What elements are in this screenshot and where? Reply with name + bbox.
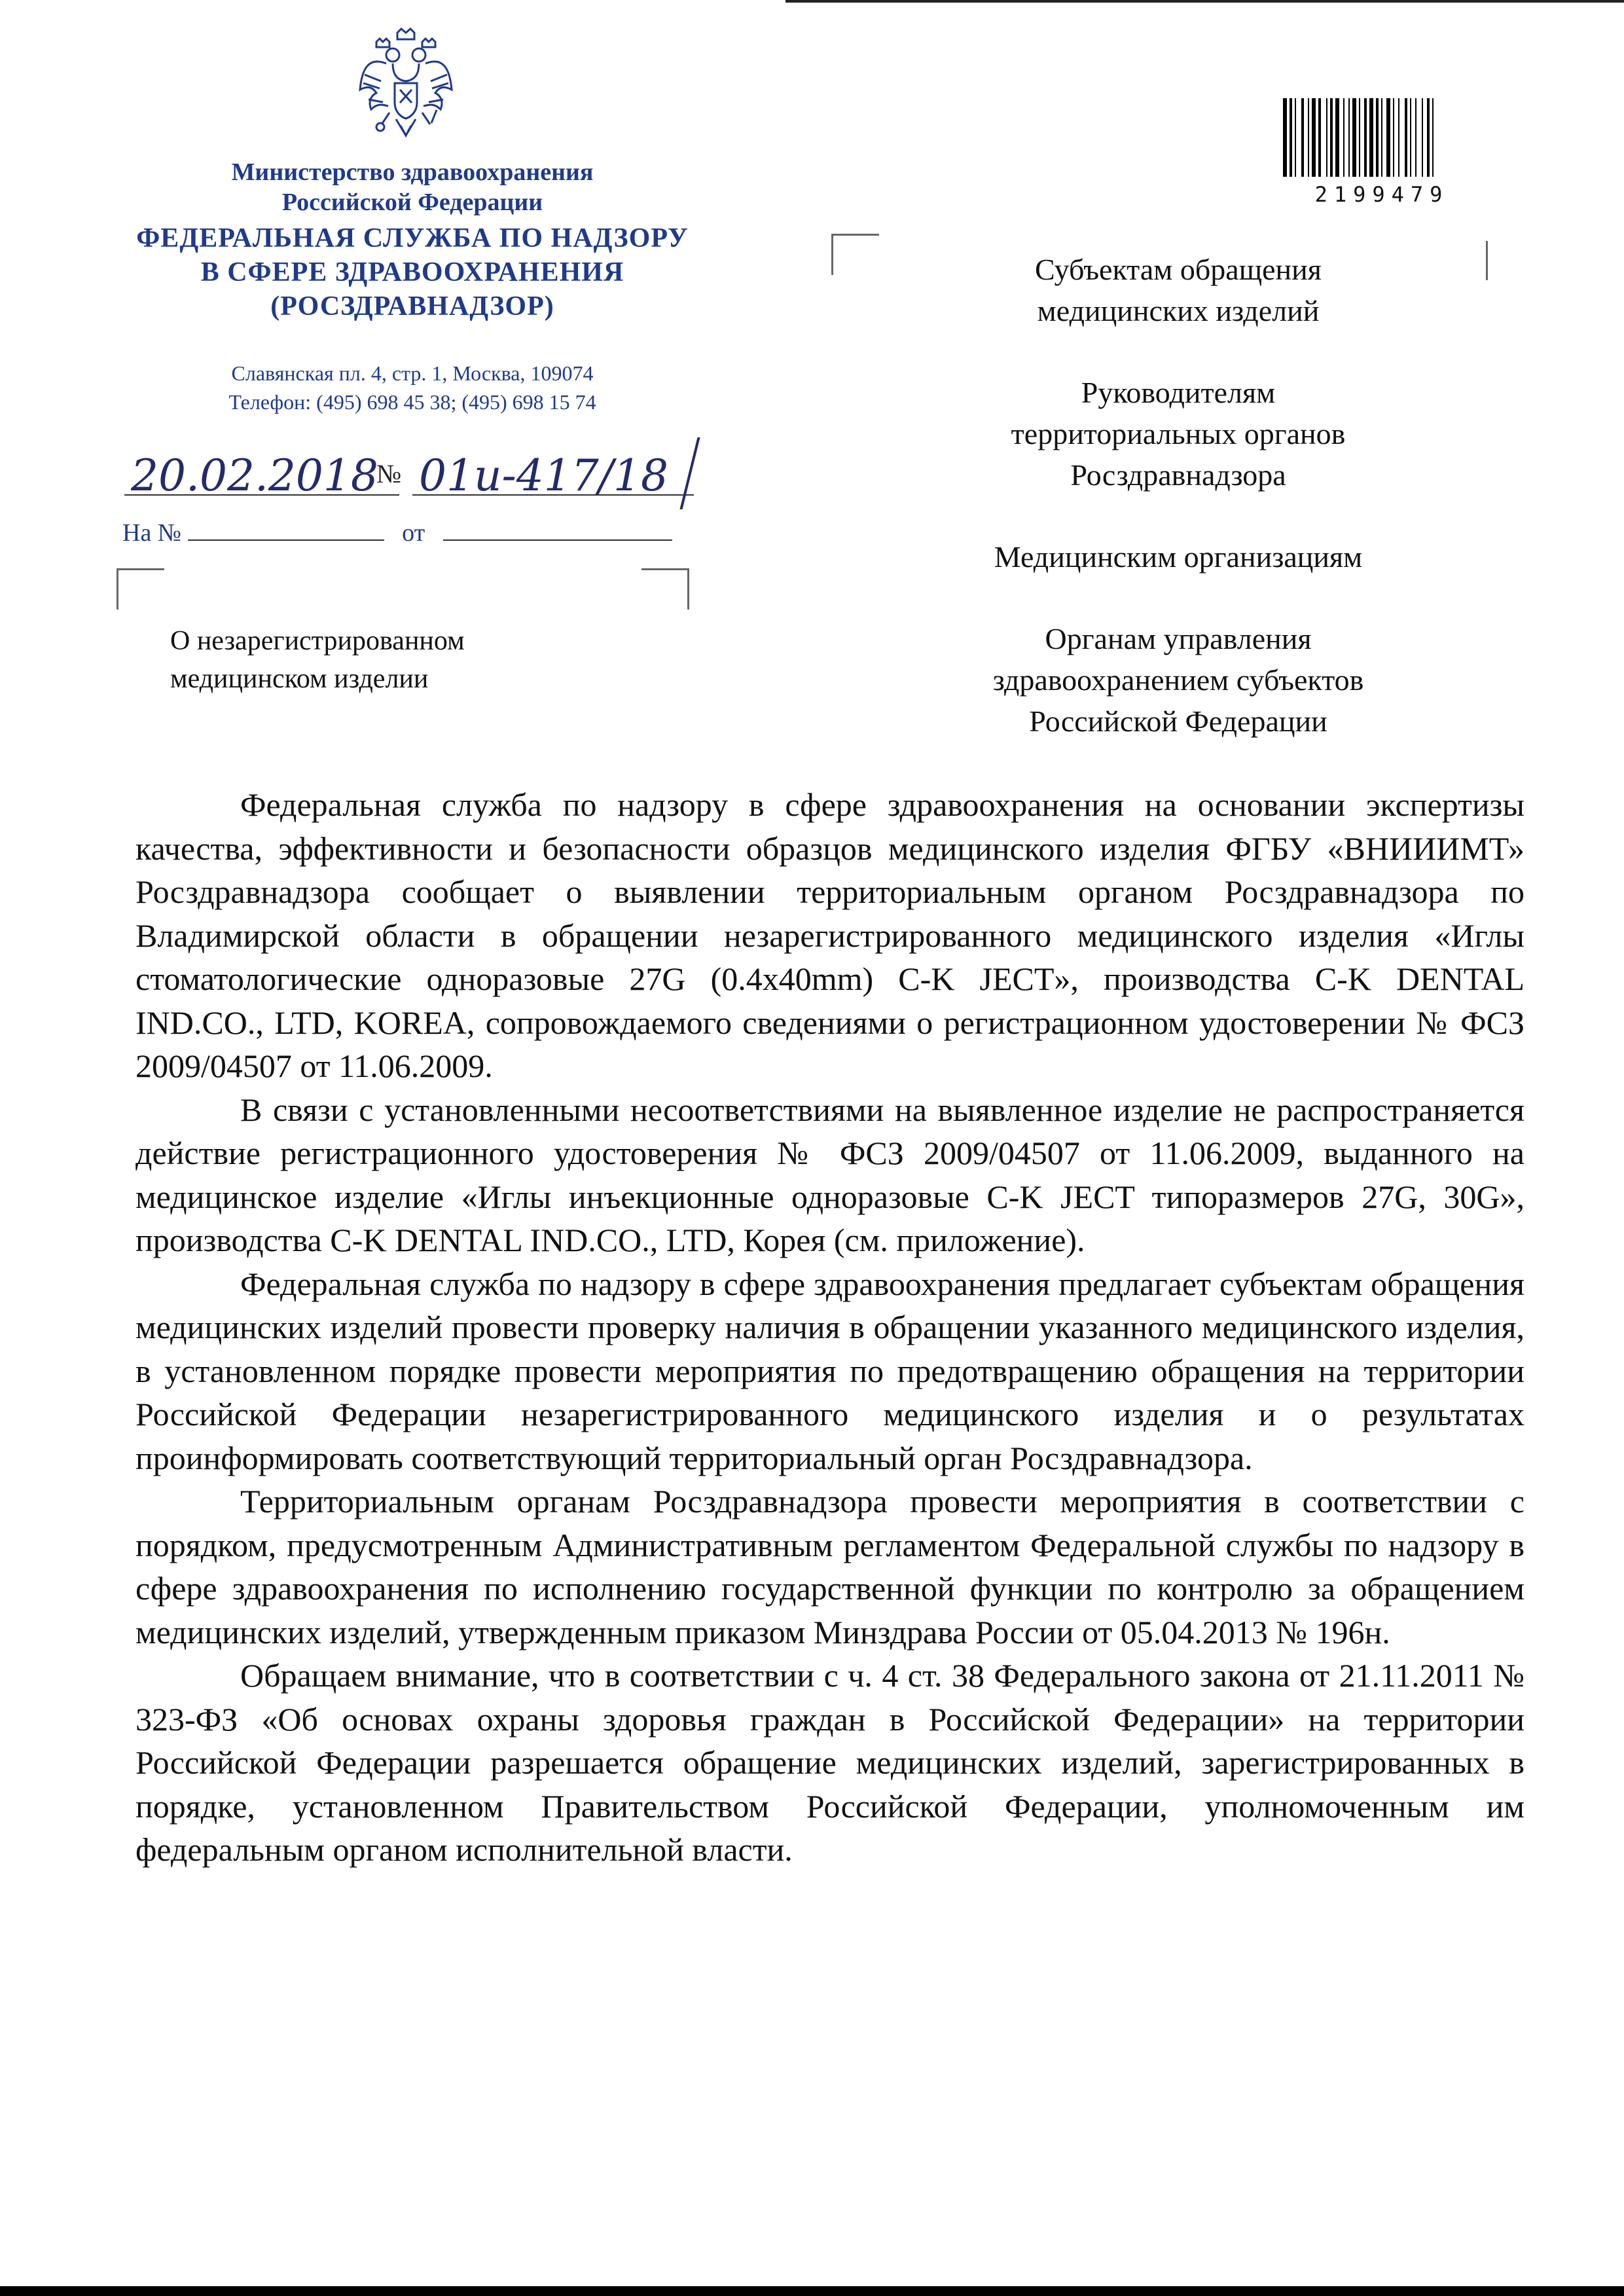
barcode-bar [1326, 98, 1327, 177]
barcode-bar [1359, 98, 1360, 177]
barcode-bar [1290, 98, 1292, 177]
barcode-bar [1352, 98, 1356, 177]
barcode-bar [1415, 98, 1416, 177]
number-sign: № [376, 459, 402, 488]
barcode [1283, 98, 1481, 177]
addressees [916, 249, 1440, 782]
from-label: от [402, 519, 425, 547]
barcode-bar [1422, 98, 1423, 177]
body-paragraph: Федеральная служба по надзору в сфере здравоохранения на основании экспертизы качества, эффективности и безопасности образцов медицинского изделия ФГБУ «ВНИИИМТ» Росздравнадзора сообщает о выявлении территориальным органом Росздравнадзора по Владимирской области в обращении незарегистрированного медицинского изделия «Иглы стоматологические одноразовые 27G (0.4x40mm) C-K JECT», производства C-K DENTAL IND.CO., LTD, KOREA, сопровождаемого сведениями о регистрационном удостоверении № ФСЗ 2009/04507 от 11.06.2009. [135, 786, 1525, 1084]
barcode-bar [1283, 98, 1287, 177]
phone-line: Телефон: (495) 698 45 38; (495) 698 15 74 [228, 390, 596, 414]
reply-reference [122, 516, 672, 547]
russian-coat-of-arms-icon [357, 27, 455, 142]
addressee-block [916, 372, 1440, 496]
corner-bracket [117, 568, 164, 610]
addressee-line: территориальных органов [1011, 417, 1346, 450]
barcode-bar [1410, 98, 1411, 177]
body-paragraph: Федеральная служба по надзору в сфере здравоохранения предлагает субъектам обращения медицинских изделий провести проверку наличия в обращении указанного медицинского изделия, в установленном порядке провести мероприятия по предотвращению обращения на территории Российской Федерации незарегистрированного медицинского изделия и о результатах проинформировать соответствующий территориальный орган Росздравнадзора. [135, 1265, 1525, 1476]
letter-body [135, 783, 1525, 1872]
subject-line: О незарегистрированном [170, 626, 465, 656]
barcode-bar [1405, 98, 1407, 177]
ministry-line: Российской Федерации [281, 189, 543, 216]
corner-bracket [1466, 241, 1488, 280]
service-line: ФЕДЕРАЛЬНАЯ СЛУЖБА ПО НАДЗОРУ [136, 223, 689, 253]
service-line: В СФЕРЕ ЗДРАВООХРАНЕНИЯ [200, 257, 624, 287]
registration-date: 20.02.2018 [131, 450, 378, 501]
corner-bracket [641, 568, 689, 610]
addressee-block [916, 249, 1440, 331]
scan-edge-bottom [0, 2286, 1624, 2296]
addressee-line: Органам управления [1045, 622, 1312, 655]
body-paragraph: В связи с установленными несоответствиями на выявленное изделие не распространяется действие регистрационного удостоверения № ФСЗ 2009/04507 от 11.06.2009, выданного на медицинское изделие «Иглы инъекционные одноразовые C-K JECT типоразмеров 27G, 30G», производства C-K DENTAL IND.CO., LTD, Корея (см. приложение). [135, 1091, 1525, 1258]
barcode-bar [1295, 98, 1296, 177]
service-line: (РОСЗДРАВНАДЗОР) [270, 291, 554, 321]
addressee-line: Субъектам обращения [1035, 253, 1322, 286]
registration-number: 01и-417/18 [419, 450, 668, 501]
addressee-line: Российской Федерации [1029, 704, 1327, 738]
ministry-line: Министерство здравоохранения [231, 158, 594, 186]
addressee-block [916, 618, 1440, 742]
addressee-line: Руководителям [1081, 376, 1276, 409]
service-name [98, 221, 727, 323]
barcode-bar [1308, 98, 1309, 177]
barcode-bar [1301, 98, 1304, 177]
barcode-bar [1369, 98, 1373, 177]
barcode-bar [1335, 98, 1339, 177]
barcode-bar [1393, 98, 1394, 177]
corner-bracket [831, 234, 879, 275]
addressee-block [916, 536, 1440, 577]
scan-edge-top [785, 0, 1624, 3]
addressee-line: медицинских изделий [1037, 294, 1320, 327]
addressee-line: здравоохранением субъектов [992, 663, 1364, 697]
ministry-name [164, 157, 661, 217]
barcode-bar [1364, 98, 1367, 177]
subject-line: медицинском изделии [170, 664, 429, 694]
addressee-line: Росздравнадзора [1070, 458, 1286, 492]
barcode-bar [1381, 98, 1382, 177]
barcode-bar [1386, 98, 1390, 177]
barcode-bar [1312, 98, 1316, 177]
letter-subject [170, 622, 694, 698]
barcode-number: 2199479 [1314, 182, 1449, 207]
barcode-bar [1330, 98, 1333, 177]
barcode-bar [1348, 98, 1350, 177]
body-paragraph: Обращаем внимание, что в соответствии с ч. 4 ст. 38 Федерального закона от 21.11.2011 № 323-ФЗ «Об основах охраны здоровья граждан в Российской Федерации» на территории Российской Федерации разрешается обращение медицинских изделий, зарегистрированных в порядке, установленном Правительством Российской Федерации, уполномоченным им федеральным органом исполнительной власти. [135, 1657, 1525, 1868]
registration-line [124, 437, 733, 509]
barcode-bar [1318, 98, 1321, 177]
reply-date-blank [443, 516, 672, 541]
barcode-bar [1427, 98, 1430, 177]
barcode-bar [1398, 98, 1399, 177]
reply-number-blank [188, 516, 384, 541]
barcode-bar [1432, 98, 1434, 177]
address-line: Славянская пл. 4, стр. 1, Москва, 109074 [231, 361, 594, 385]
organization-address [151, 359, 674, 416]
addressee-line: Медицинским организациям [994, 540, 1363, 574]
barcode-bar [1376, 98, 1379, 177]
body-paragraph: Территориальным органам Росздравнадзора провести мероприятия в соответствии с порядком, предусмотренным Административным регламентом Федеральной службы по надзору в сфере здравоохранения по исполнению государственной функции по контролю за обращением медицинских изделий, утвержденным приказом Минздрава России от 05.04.2013 № 196н. [135, 1483, 1525, 1650]
barcode-bar [1343, 98, 1344, 177]
reply-label: На № [122, 519, 182, 547]
